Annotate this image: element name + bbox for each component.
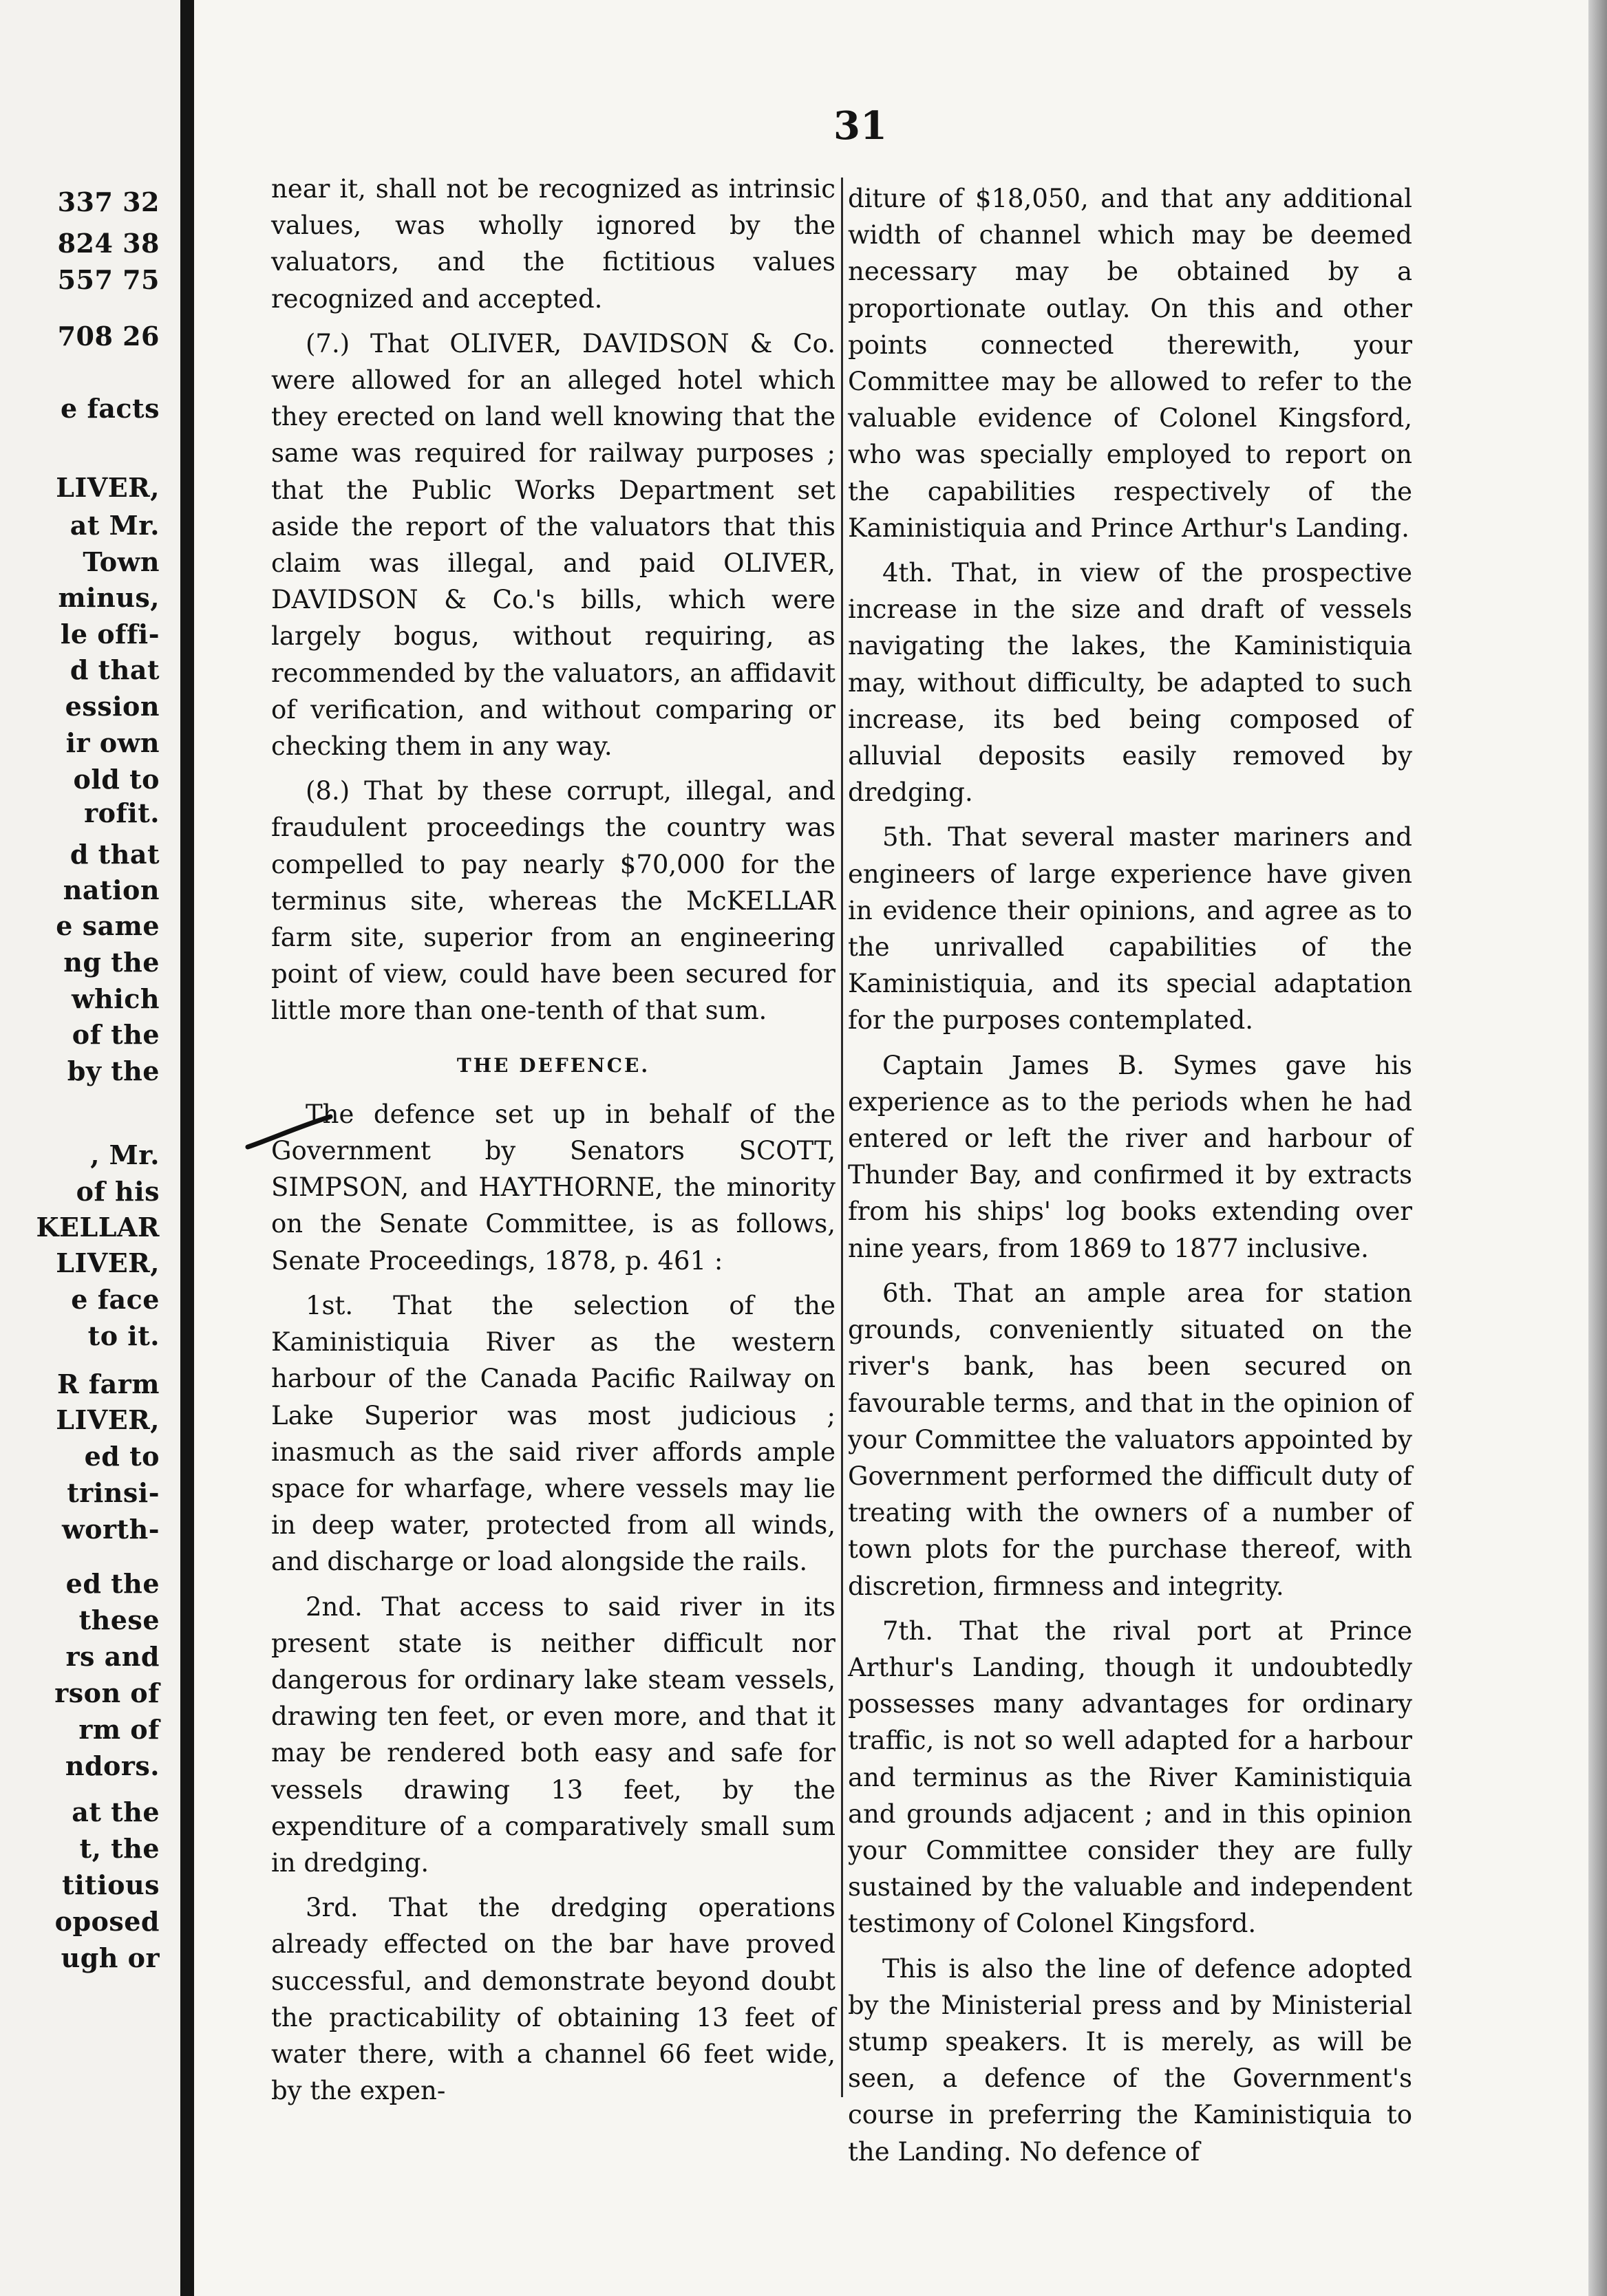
paragraph: Captain James B. Symes gave his experience as to the periods when he had entered or left the river and harbour of Thunder Bay, and confirmed it by extracts from his ships' log books extending over nine years, from 1869 to 1877 inclusive. (848, 1050, 1412, 1263)
previous-page-fragment: e face (71, 1284, 160, 1315)
paragraph: 7th. That the rival port at Prince Arthur's Landing, though it undoubtedly possesses many advantages for ordinary traffic, is not so well adapted for a harbour and terminus as the River Kaministiquia and grounds adjacent ; and in this opinion your Committee consider they are fully sustained by the valuable and independent testimony of Colonel Kingsford. (848, 1616, 1412, 1939)
previous-page-fragment: nation (63, 875, 160, 905)
previous-page-fragment: ir own (65, 727, 160, 758)
previous-page-fragment: ugh or (61, 1942, 160, 1973)
paragraph: (7.) That OLIVER, DAVIDSON & Co. were allowed for an alleged hotel which they erected on land well knowing that the same was required for railway purposes ; that the Public Works Department set aside the report of the valuators that this claim was illegal, and paid OLIVER, DAVIDSON & Co.'s bills, which were largely bogus, without requiring, as recommended by the valuators, an affidavit of verification, and without comparing or checking them in any way. (271, 328, 836, 762)
paragraph: This is also the line of defence adopted by the Ministerial press and by Ministerial stump speakers. It is merely, as will be seen, a defence of the Government's course in preferring the Kaministiquia to the Landing. No defence of (848, 1953, 1412, 2167)
paragraph: diture of $18,050, and that any additional width of channel which may be deemed necessary may be obtained by a proportionate outlay. On this and other points connected therewith, your Committee may be allowed to refer to the valuable evidence of Colonel Kingsford, who was specially employed to report on the capabilities respectively of the Kaministiquia and Prince Arthur's Landing. (848, 184, 1412, 543)
previous-page-fragment: of the (72, 1019, 160, 1050)
previous-page-fragment: trinsi- (67, 1477, 160, 1508)
previous-page-fragment: KELLAR (36, 1212, 160, 1243)
previous-page-fragment: 824 38 (57, 228, 160, 259)
previous-page-fragment: d that (70, 654, 160, 685)
paragraph: 5th. That several master mariners and engineers of large experience have given in evidence their opinions, and agree as to the unrivalled capabilities of the Kaministiquia, and its special adaptation for the purposes contemplated. (848, 822, 1412, 1036)
previous-page-fragment: R farm (56, 1369, 160, 1399)
previous-page-fragment: ession (65, 691, 160, 722)
previous-page-fragment: at the (72, 1796, 160, 1827)
paragraph: 6th. That an ample area for station grounds, conveniently situated on the river's bank, has been secured on favourable terms, and that in the opinion of your Committee the valuators appointed by Government performed the difficult duty of treating with the owners of a number of town plots for the purchase thereof, with discretion, firmness and integrity. (848, 1278, 1412, 1601)
previous-page-fragment: e facts (61, 393, 160, 424)
previous-page-fragment: LIVER, (56, 472, 160, 503)
previous-page-fragment: LIVER, (56, 1404, 160, 1435)
paragraph: 4th. That, in view of the prospective increase in the size and draft of vessels navigating the lakes, the Kaministiquia may, without difficulty, be adapted to such increase, its bed being composed of alluvial deposits easily removed by dredging. (848, 558, 1412, 808)
previous-page-fragment: 557 75 (57, 264, 160, 295)
previous-page-fragment: t, the (79, 1833, 160, 1864)
previous-page-fragment: minus, (58, 582, 160, 613)
paragraph: 1st. That the selection of the Kaministiquia River as the western harbour of the Canada Pacific Railway on Lake Superior was most judicious ; inasmuch as the said river affords ample space for wharfage, where vessels may lie in deep water, protected from all winds, and discharge or load alongside the rails. (271, 1290, 836, 1577)
book-gutter (180, 0, 194, 2296)
previous-page-fragment: by the (67, 1055, 160, 1086)
pen-mark-annotation (244, 1111, 334, 1152)
previous-page-fragment: ndors. (65, 1750, 160, 1781)
previous-page-fragment: le offi- (60, 619, 160, 650)
previous-page-fragment: rm of (78, 1714, 160, 1745)
previous-page-fragment: d that (70, 839, 160, 870)
previous-page-fragment: Town (83, 546, 160, 577)
previous-page-fragment: e same (56, 910, 160, 941)
previous-page-edge (0, 0, 180, 2296)
previous-page-fragment: ed the (65, 1568, 160, 1599)
previous-page-fragment: 337 32 (57, 186, 160, 217)
previous-page-fragment: rofit. (84, 797, 160, 828)
previous-page-fragment: of his (76, 1176, 160, 1207)
previous-page-fragment: these (78, 1605, 160, 1635)
paragraph: near it, shall not be recognized as intrinsic values, was wholly ignored by the valuators, and the fictitious values recognized and accepted. (271, 174, 836, 314)
previous-page-fragment: , Mr. (90, 1139, 160, 1170)
paragraph: 3rd. That the dredging operations already effected on the bar have proved successful, and demonstrate beyond doubt the practicability of obtaining 13 feet of water there, with a channel 66 feet wide, by the expen- (271, 1893, 836, 2106)
page-edge-shadow (1588, 0, 1607, 2296)
left-column (271, 171, 836, 2117)
paragraph: 2nd. That access to said river in its present state is neither difficult nor dangerous for ordinary lake steam vessels, drawing ten feet, or even more, and that it may be rendered both easy and safe for vessels drawing 13 feet, by the expenditure of a comparatively small sum in dredging. (271, 1591, 836, 1878)
previous-page-fragment: 708 26 (57, 321, 160, 352)
previous-page-fragment: worth- (61, 1514, 160, 1545)
previous-page-fragment: titious (62, 1869, 160, 1900)
paragraph: The defence set up in behalf of the Government by Senators SCOTT, SIMPSON, and HAYTHORNE, the minority on the Senate Committee, is as follows, Senate Proceedings, 1878, p. 461 : (271, 1099, 836, 1276)
section-heading: THE DEFENCE. (456, 1053, 650, 1077)
previous-page-fragment: LIVER, (56, 1247, 160, 1278)
previous-page-fragment: oposed (54, 1906, 160, 1937)
previous-page-fragment: rs and (65, 1641, 160, 1672)
previous-page-fragment: rson of (54, 1677, 160, 1708)
previous-page-fragment: ed to (84, 1441, 160, 1472)
previous-page-fragment: old to (73, 764, 160, 795)
previous-page-fragment: which (71, 983, 160, 1014)
column-divider (841, 178, 843, 2097)
previous-page-fragment: at Mr. (70, 510, 160, 541)
page-number: 31 (833, 103, 887, 149)
paragraph: (8.) That by these corrupt, illegal, and fraudulent proceedings the country was compelled to pay nearly $70,000 for the terminus site, whereas the McKELLAR farm site, superior from an engineering point of view, could have been secured for little more than one-tenth of that sum. (271, 776, 836, 1026)
previous-page-fragment: to it. (87, 1320, 160, 1351)
previous-page-fragment: ng the (63, 947, 160, 978)
right-column (848, 180, 1412, 2178)
